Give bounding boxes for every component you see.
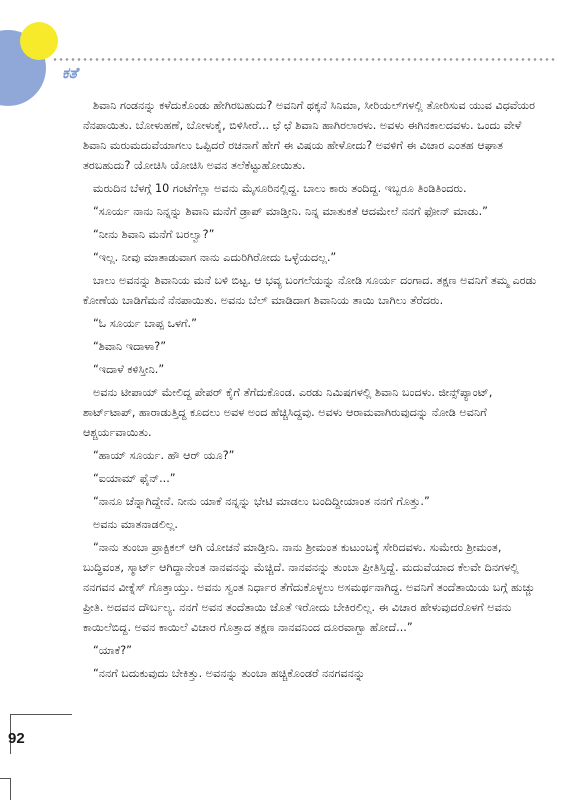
article-body [83,96,537,687]
paragraph: “ಸೂರ್ಯ ನಾನು ನಿನ್ನನ್ನು ಶಿವಾನಿ ಮನೆಗೆ ಡ್ರಾಪ್ ಮಾಡ್ತೀನಿ. ನಿನ್ನ ಮಾತುಕತೆ ಆದಮೇಲೆ ನನಗೆ ಫೋನ್ ಮಾಡು.” [93,205,488,218]
paragraph: “ಇಲ್ಲ. ನೀವು ಮಾತಾಡುವಾಗ ನಾನು ಎದುರಿಗಿರೋದು ಒಳ್ಳೆಯದಲ್ಲ.” [93,251,337,264]
paragraph: ಮರುದಿನ ಬೆಳಗ್ಗೆ 10 ಗಂಟೆಗೆಲ್ಲಾ ಅವನು ಮೈಸೂರಿನಲ್ಲಿದ್ದ. ಬಾಲು ಕಾರು ತಂದಿದ್ದ. ಇಬ್ಬರೂ ತಿಂಡಿತಿಂದರು. [93,182,467,195]
paragraph: “ಐಯಾಮ್ ಫೈನ್...” [93,472,176,485]
page-number: 92 [8,730,25,747]
paragraph: “ಓ ಸೂರ್ಯ ಬಾಪ್ಪ ಒಳಗೆ.” [93,317,197,330]
paragraph: “ನಾನೂ ಚೆನ್ನಾಗಿದ್ದೇನೆ. ನೀನು ಯಾಕೆ ನನ್ನನ್ನು ಭೇಟಿ ಮಾಡಲು ಬಂದಿದ್ದೀಯಾಂತ ನನಗೆ ಗೊತ್ತು.” [93,495,430,508]
paragraph: ಅವನು ಟೀಪಾಯ್ ಮೇಲಿದ್ದ ಪೇಪರ್ ಕೈಗೆ ತೆಗೆದುಕೊಂಡ. ಎರಡು ನಿಮಿಷಗಳಲ್ಲಿ ಶಿವಾನಿ ಬಂದಳು. ಜೀನ್ಸ್‌ಪ್ಯಾಂಟ್, ಶಾರ್ಟ್‌ಟಾಪ್, ಹಾರಾಡುತ್ತಿದ್ದ ಕೂದಲು ಅವಳ ಅಂದ ಹೆಚ್ಚಿಸಿದ್ದವು. ಅವಳು ಆರಾಮವಾಗಿರುವುದನ್ನು ನೋಡಿ ಅವನಿಗೆ ಆಶ್ಚರ್ಯವಾಯಿತು. [83,386,493,439]
paragraph: ಶಿವಾನಿ ಗಂಡನನ್ನು ಕಳೆದುಕೊಂಡು ಹೇಗಿರಬಹುದು? ಅವನಿಗೆ ಥಕ್ಕನೆ ಸಿನಿಮಾ, ಸೀರಿಯಲ್‌ಗಳಲ್ಲಿ ತೋರಿಸುವ ಯುವ ವಿಧವೆಯರ ನೆನಪಾಯಿತು. ಬೋಳುಹಣೆ, ಬೋಳುಕೈ, ಬಿಳಿಸೀರೆ... ಛೆ ಛೆ ಶಿವಾನಿ ಹಾಗಿರಲಾರಳು. ಅವಳು ಈಗಿನಕಾಲದವಳು. ಒಂದು ವೇಳೆ ಶಿವಾನಿ ಮರುಮದುವೆಯಾಗಲು ಒಪ್ಪಿದರೆ ರಚನಾಗೆ ಹೇಗೆ ಈ ವಿಷಯ ಹೇಳೋದು? ಅವಳಿಗೆ ಈ ವಿಚಾರ ಎಂತಹ ಆಘಾತ ತರಬಹುದು? ಯೋಚಿಸಿ ಯೋಚಿಸಿ ಅವನ ತಲೆಕೆಟ್ಟುಹೋಯಿತು. [83,99,536,172]
paragraph: ಅವನು ಮಾತನಾಡಲಿಲ್ಲ. [93,518,178,531]
paragraph: “ನೀನು ಶಿವಾನಿ ಮನೆಗೆ ಬರಲ್ವಾ?” [93,228,215,241]
decorative-yellow-circle [20,22,58,60]
paragraph: “ಯಾಕೆ?” [93,644,132,657]
crop-mark [10,778,11,800]
paragraph: “ಇದಾಳೆ ಕಳಿಸ್ತೀನಿ.” [93,363,165,376]
footer-rule [10,714,72,715]
paragraph: ಬಾಲು ಅವನನ್ನು ಶಿವಾನಿಯ ಮನೆ ಬಳಿ ಬಿಟ್ಟ. ಆ ಭವ್ಯ ಬಂಗಲೆಯನ್ನು ನೋಡಿ ಸೂರ್ಯ ದಂಗಾದ. ತಕ್ಷಣ ಅವನಿಗೆ ತಮ್ಮ ಎರಡು ಕೋಣೆಯ ಬಾಡಿಗೆಮನೆ ನೆನಪಾಯಿತು. ಅವನು ಬೆಲ್ ಮಾಡಿದಾಗ ಶಿವಾನಿಯ ತಾಯಿ ಬಾಗಿಲು ತೆರೆದರು. [83,274,537,307]
dotted-header-rule [52,58,557,61]
paragraph: “ಹಾಯ್ ಸೂರ್ಯ. ಹೌ ಆರ್ ಯೂ?” [93,449,235,462]
crop-mark [0,778,10,779]
section-label: ಕತೆ [62,64,78,82]
paragraph: “ನಾನು ತುಂಬಾ ಪ್ರಾಕ್ಟಿಕಲ್ ಆಗಿ ಯೋಚನೆ ಮಾಡ್ತೀನಿ. ನಾನು ಶ್ರೀಮಂತ ಕುಟುಂಬಕ್ಕೆ ಸೇರಿದವಳು. ಸುಮೇರು ಶ್ರೀಮಂತ, ಬುದ್ಧಿವಂತ, ಸ್ಮಾರ್ಟ್ ಆಗಿದ್ದಾನೇಂತ ನಾನವನನ್ನು ಮೆಚ್ಚಿದೆ. ನಾನವನನ್ನು ತುಂಬಾ ಪ್ರೀತಿಸ್ತಿದ್ದೆ. ಮದುವೆಯಾದ ಕೆಲವೇ ದಿನಗಳಲ್ಲಿ ನನಗವನ ವೀಕ್ನೆಸ್ ಗೊತ್ತಾಯ್ತು. ಅವನು ಸ್ವಂತ ನಿರ್ಧಾರ ತೆಗೆದುಕೊಳ್ಳಲು ಅಸಮರ್ಥನಾಗಿದ್ದ. ಅವನಿಗೆ ತಂದೆತಾಯಿಯ ಬಗ್ಗೆ ಹುಚ್ಚು ಪ್ರೀತಿ. ಅದವನ ದೌರ್ಬಲ್ಯ. ನನಗೆ ಅವನ ತಂದೆತಾಯಿ ಜೊತೆ ಇರೋದು ಬೇಕಿರಲಿಲ್ಲ. ಈ ವಿಚಾರ ಹೇಳುವುದರೊಳಗೆ ಅವನು ಕಾಯಿಲೆಬಿದ್ದ. ಅವನ ಕಾಯಿಲೆ ವಿಚಾರ ಗೊತ್ತಾದ ತಕ್ಷಣ ನಾನವನಿಂದ ದೂರವಾಗ್ಬಾ ಹೋದೆ...” [83,541,535,634]
paragraph: “ಶಿವಾನಿ ಇದಾಳಾ?” [93,340,167,353]
paragraph: “ನನಗೆ ಬದುಕುವುದು ಬೇಕಿತ್ತು. ಅವನನ್ನು ತುಂಬಾ ಹಚ್ಚಿಕೊಂಡರೆ ನನಗವನನ್ನು [93,667,366,680]
